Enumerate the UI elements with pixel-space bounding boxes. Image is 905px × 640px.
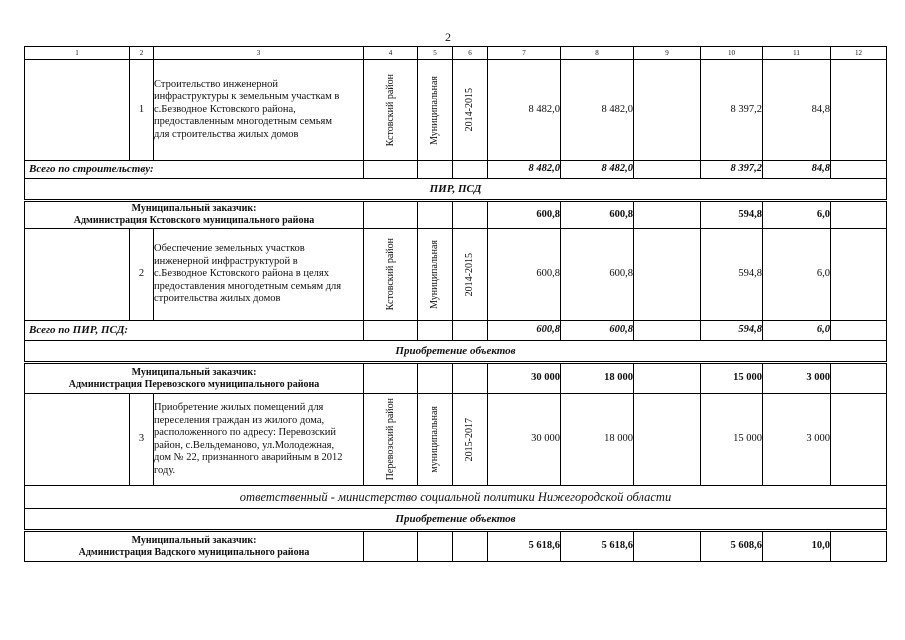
value-col10: 15 000 <box>701 394 763 486</box>
empty-cell <box>831 394 887 486</box>
row-number: 1 <box>130 60 154 161</box>
empty-cell <box>364 531 418 562</box>
ownership-cell <box>418 394 453 486</box>
empty-cell <box>634 394 701 486</box>
empty-cell <box>453 363 488 394</box>
customer-row <box>25 363 887 394</box>
empty-cell <box>418 531 453 562</box>
value-col8: 8 482,0 <box>561 60 634 161</box>
column-number: 6 <box>453 47 488 60</box>
empty-cell <box>634 161 701 179</box>
ownership-cell <box>418 60 453 161</box>
column-number: 10 <box>701 47 763 60</box>
customer-col10: 594,8 <box>701 201 763 229</box>
empty-cell <box>831 363 887 394</box>
district-text: Перевозский район <box>384 398 396 481</box>
section-title: ПИР, ПСД <box>25 179 887 201</box>
section-title: Приобретение объектов <box>25 509 887 531</box>
table-row <box>25 60 887 161</box>
empty-cell <box>634 321 701 341</box>
ownership-text: муниципальная <box>429 406 440 473</box>
total-label: Всего по ПИР, ПСД: <box>25 321 364 341</box>
column-number: 2 <box>130 47 154 60</box>
column-number: 4 <box>364 47 418 60</box>
total-row <box>25 321 887 341</box>
column-number: 1 <box>25 47 130 60</box>
object-description: Строительство инженерной инфраструктуры к земельным участкам в с.Безводное Кстовского района, предоставленным многодетным семьям для строительства жилых домов <box>154 60 364 161</box>
period-text: 2015-2017 <box>464 417 475 462</box>
customer-col7: 30 000 <box>488 363 561 394</box>
column-number: 9 <box>634 47 701 60</box>
value-col10: 594,8 <box>701 229 763 321</box>
value-col7: 8 482,0 <box>488 60 561 161</box>
empty-cell <box>453 321 488 341</box>
total-col7: 600,8 <box>488 321 561 341</box>
empty-cell <box>364 321 418 341</box>
empty-cell <box>364 363 418 394</box>
column-number: 5 <box>418 47 453 60</box>
customer-col10: 15 000 <box>701 363 763 394</box>
customer-row <box>25 201 887 229</box>
column-number: 7 <box>488 47 561 60</box>
empty-cell <box>418 321 453 341</box>
empty-cell <box>453 161 488 179</box>
empty-cell <box>831 161 887 179</box>
column-number: 8 <box>561 47 634 60</box>
customer-label: Муниципальный заказчик: Администрация Вадского муниципального района <box>25 531 364 562</box>
district-text: Кстовский район <box>384 73 396 147</box>
value-col7: 30 000 <box>488 394 561 486</box>
period-cell <box>453 60 488 161</box>
district-cell <box>364 60 418 161</box>
empty-cell <box>831 531 887 562</box>
district-cell <box>364 394 418 486</box>
responsible-text: ответственный - министерство социальной политики Нижегородской области <box>25 486 887 509</box>
responsible-row <box>25 486 887 509</box>
section-row <box>25 509 887 531</box>
ownership-text: Муниципальная <box>429 240 440 309</box>
section-row <box>25 341 887 363</box>
total-col8: 8 482,0 <box>561 161 634 179</box>
customer-col8: 5 618,6 <box>561 531 634 562</box>
customer-label: Муниципальный заказчик: Администрация Кстовского муниципального района <box>25 201 364 229</box>
value-col10: 8 397,2 <box>701 60 763 161</box>
total-col11: 6,0 <box>763 321 831 341</box>
ownership-cell <box>418 229 453 321</box>
empty-cell <box>634 363 701 394</box>
column-number: 11 <box>763 47 831 60</box>
empty-cell <box>634 60 701 161</box>
empty-cell <box>418 161 453 179</box>
customer-col11: 3 000 <box>763 363 831 394</box>
ownership-text: Муниципальная <box>429 75 440 145</box>
empty-cell <box>453 531 488 562</box>
empty-cell <box>831 60 887 161</box>
customer-label: Муниципальный заказчик: Администрация Перевозского муниципального района <box>25 363 364 394</box>
column-number-row <box>25 47 887 60</box>
total-col8: 600,8 <box>561 321 634 341</box>
program-table <box>24 46 887 562</box>
total-row <box>25 161 887 179</box>
table-row <box>25 394 887 486</box>
value-col8: 18 000 <box>561 394 634 486</box>
district-cell <box>364 229 418 321</box>
customer-col8: 600,8 <box>561 201 634 229</box>
period-text: 2014-2015 <box>464 88 475 132</box>
column-number: 12 <box>831 47 887 60</box>
row-number: 3 <box>130 394 154 486</box>
total-col10: 8 397,2 <box>701 161 763 179</box>
customer-col11: 10,0 <box>763 531 831 562</box>
district-text: Кстовский район <box>384 238 396 311</box>
empty-cell <box>418 363 453 394</box>
period-cell <box>453 394 488 486</box>
value-col8: 600,8 <box>561 229 634 321</box>
value-col11: 3 000 <box>763 394 831 486</box>
column-number: 3 <box>154 47 364 60</box>
customer-col7: 600,8 <box>488 201 561 229</box>
table-row <box>25 229 887 321</box>
object-description: Обеспечение земельных участков инженерной инфраструктурой в с.Безводное Кстовского района в целях предоставления многодетным семьям для строительства жилых домов <box>154 229 364 321</box>
value-col7: 600,8 <box>488 229 561 321</box>
customer-col11: 6,0 <box>763 201 831 229</box>
empty-cell <box>831 201 887 229</box>
empty-cell <box>831 229 887 321</box>
empty-cell <box>25 229 130 321</box>
empty-cell <box>831 321 887 341</box>
section-row <box>25 179 887 201</box>
empty-cell <box>418 201 453 229</box>
customer-col10: 5 608,6 <box>701 531 763 562</box>
period-cell <box>453 229 488 321</box>
customer-col8: 18 000 <box>561 363 634 394</box>
value-col11: 6,0 <box>763 229 831 321</box>
period-text: 2014-2015 <box>464 252 475 297</box>
empty-cell <box>25 60 130 161</box>
total-col7: 8 482,0 <box>488 161 561 179</box>
total-col10: 594,8 <box>701 321 763 341</box>
customer-row <box>25 531 887 562</box>
total-label: Всего по строительству: <box>25 161 364 179</box>
value-col11: 84,8 <box>763 60 831 161</box>
empty-cell <box>634 531 701 562</box>
customer-col7: 5 618,6 <box>488 531 561 562</box>
empty-cell <box>364 161 418 179</box>
empty-cell <box>634 201 701 229</box>
empty-cell <box>634 229 701 321</box>
page-number: 2 <box>445 30 451 44</box>
empty-cell <box>453 201 488 229</box>
empty-cell <box>25 394 130 486</box>
total-col11: 84,8 <box>763 161 831 179</box>
empty-cell <box>364 201 418 229</box>
row-number: 2 <box>130 229 154 321</box>
object-description: Приобретение жилых помещений для переселения граждан из жилого дома, расположенного по адресу: Перевозский район, с.Вельдеманово, ул.Молодежная, дом № 22, признанного аварийным в 2012 году. <box>154 394 364 486</box>
section-title: Приобретение объектов <box>25 341 887 363</box>
